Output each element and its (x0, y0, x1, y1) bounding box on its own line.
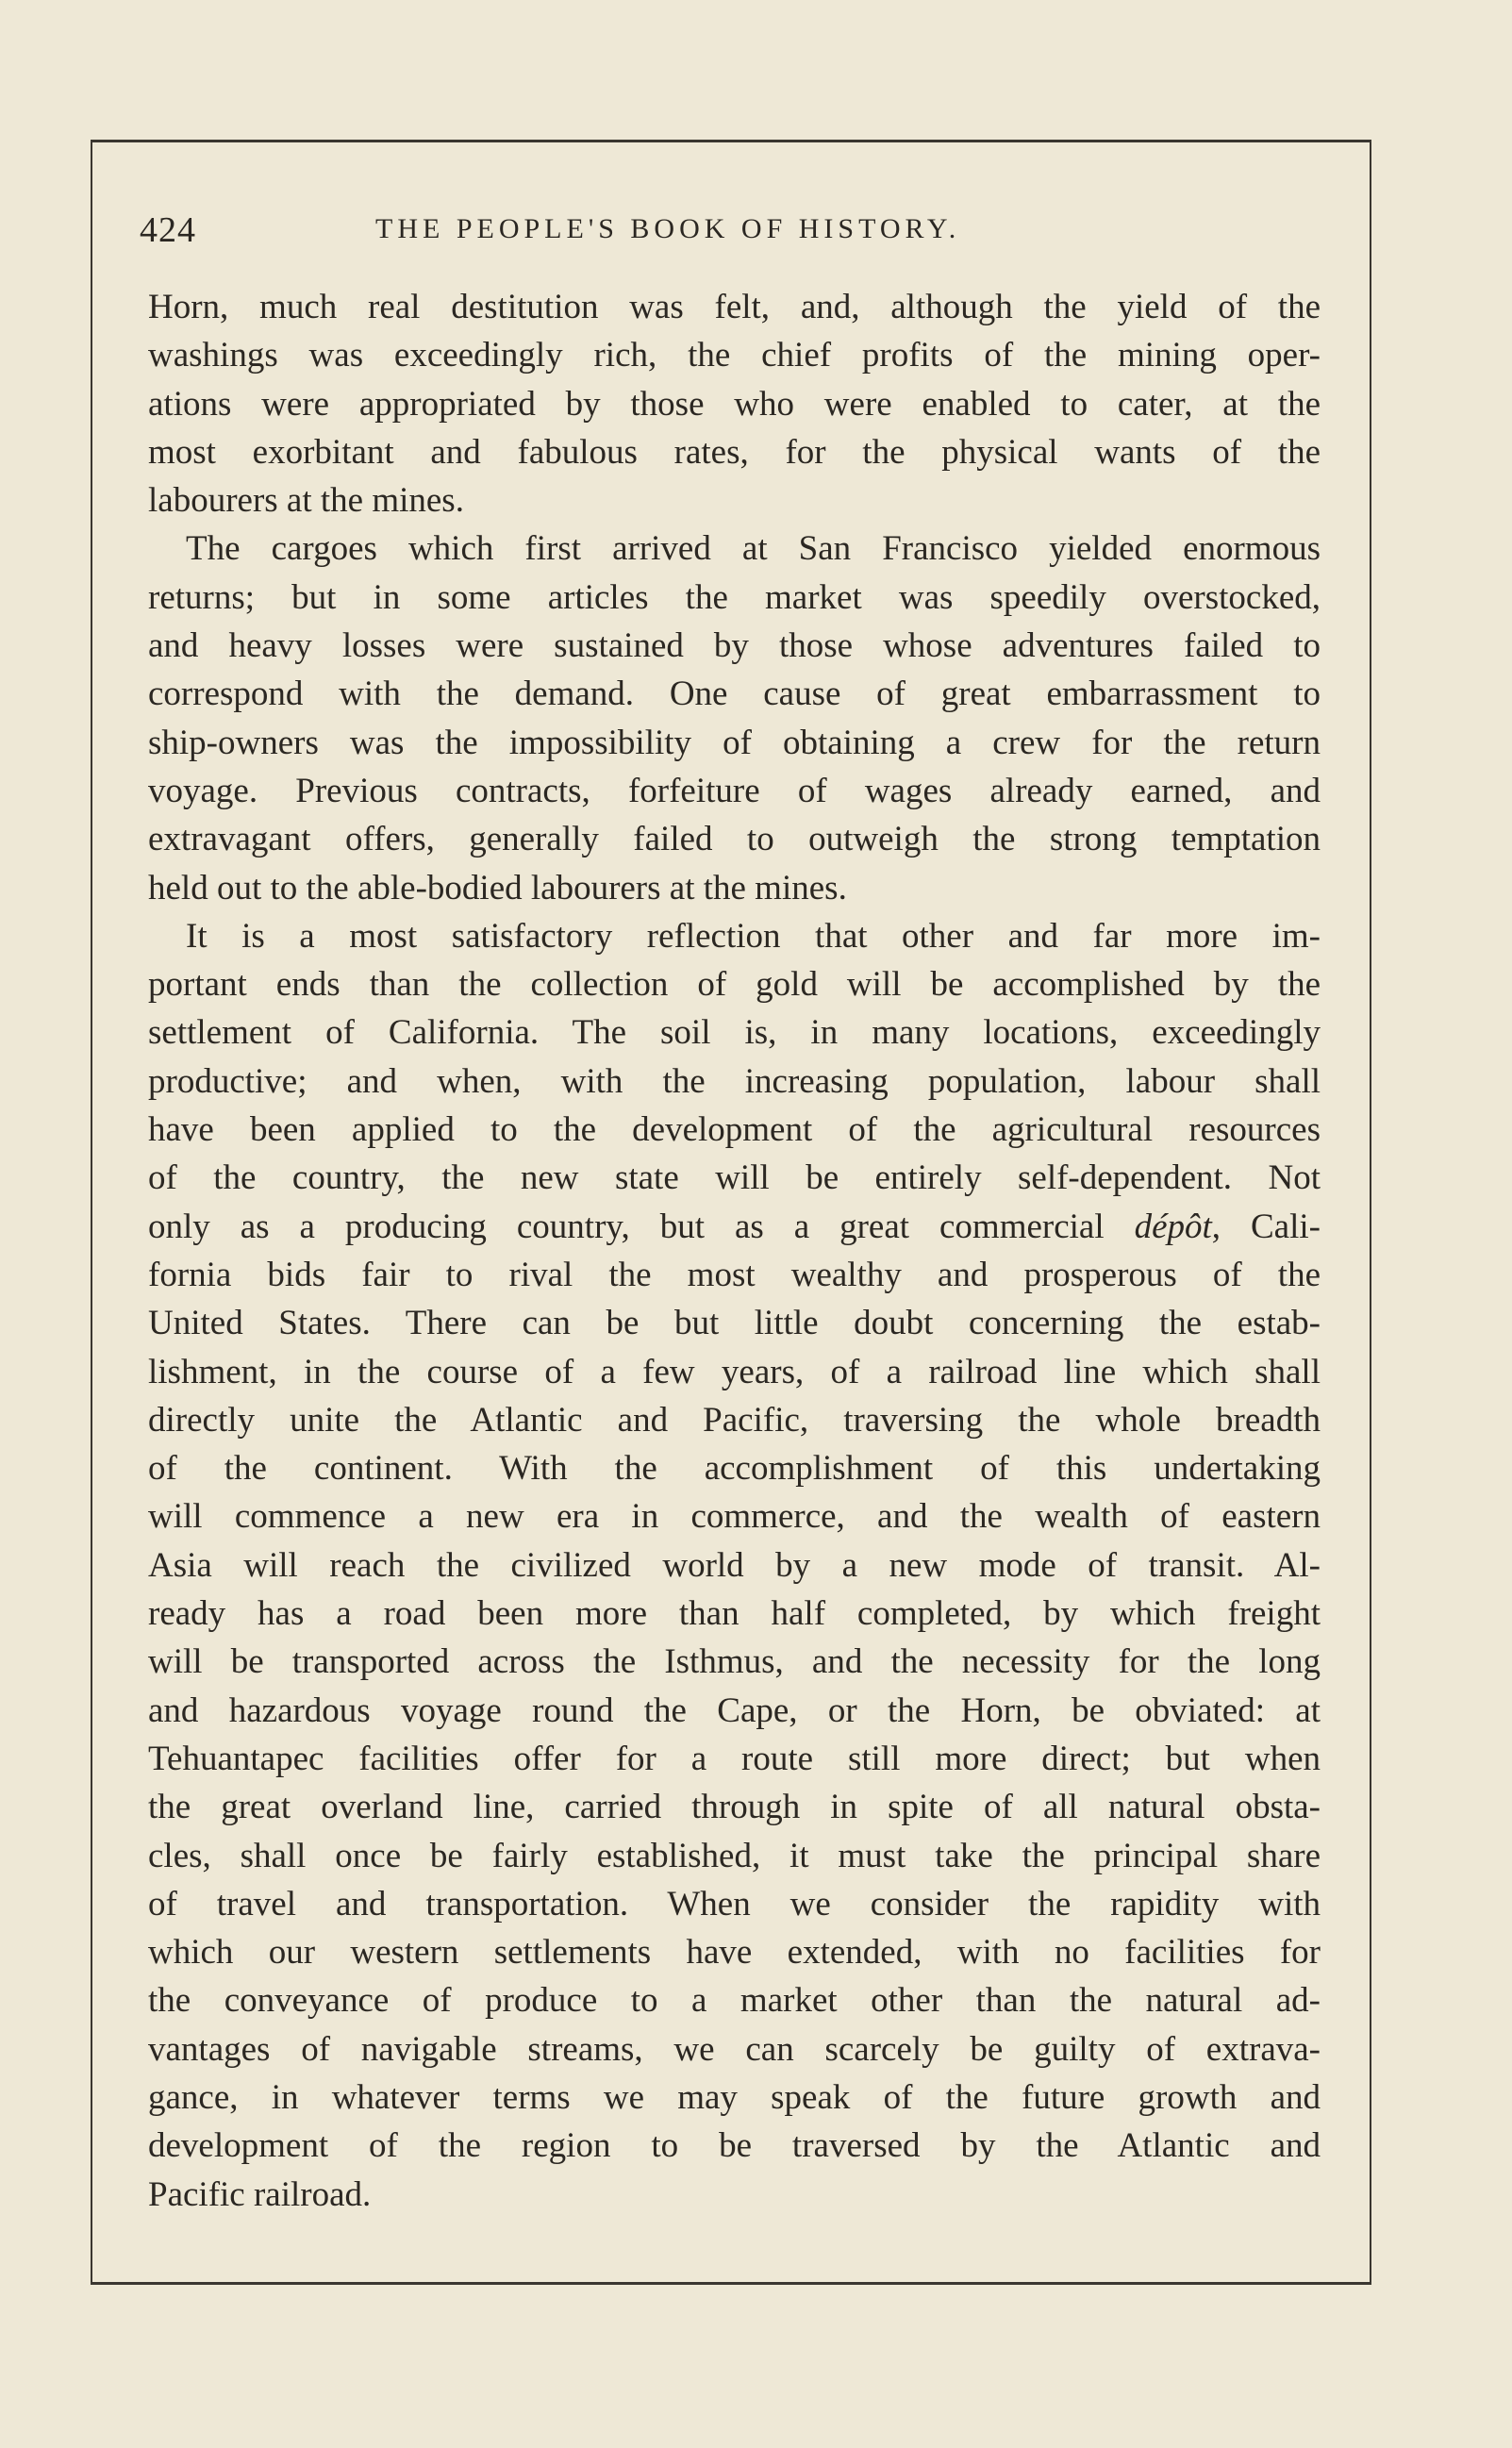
text-line: productive; and when, with the increasing population, labour shall (148, 1061, 1321, 1101)
text-line: washings was exceedingly rich, the chief profits of the mining oper- (148, 336, 1321, 375)
text-line: correspond with the demand. One cause of great embarrassment to (148, 674, 1321, 714)
text-line: Horn, much real destitution was felt, and, although the yield of the (148, 288, 1321, 326)
text-line: and hazardous voyage round the Cape, or the Horn, be obviated: at (148, 1690, 1321, 1730)
text-line: which our western settlements have extended, with no facilities for (148, 1933, 1321, 1973)
text-line: gance, in whatever terms we may speak of the future growth and (148, 2077, 1321, 2117)
text-line: will commence a new era in commerce, and the wealth of eastern (148, 1497, 1321, 1537)
text-line: portant ends than the collection of gold will be accomplished by the (148, 965, 1321, 1005)
text-segment: , Cali- (1211, 1207, 1321, 1246)
page-number: 424 (140, 210, 196, 250)
text-line: Tehuantapec facilities offer for a route still more direct; but when (148, 1739, 1321, 1778)
text-line: of travel and transportation. When we consider the rapidity with (148, 1884, 1321, 1923)
text-line: United States. There can be but little doubt concerning the estab- (148, 1304, 1321, 1343)
text-line: will be transported across the Isthmus, and the necessity for the long (148, 1642, 1321, 1682)
text-line: have been applied to the development of the agricultural resources (148, 1110, 1321, 1150)
text-line: ship-owners was the impossibility of obtaining a crew for the return (148, 723, 1321, 762)
text-line: most exorbitant and fabulous rates, for the physical wants of the (148, 432, 1321, 472)
text-line: development of the region to be traversed by the Atlantic and (148, 2126, 1321, 2166)
text-line: extravagant offers, generally failed to outweigh the strong temptation (148, 820, 1321, 859)
text-line: ations were appropriated by those who were enabled to cater, at the (148, 384, 1321, 424)
text-line: labourers at the mines. (148, 481, 464, 521)
running-title: THE PEOPLE'S BOOK OF HISTORY. (375, 213, 961, 244)
text-line: directly unite the Atlantic and Pacific, traversing the whole breadth (148, 1400, 1321, 1440)
text-line: and heavy losses were sustained by those whose adventures failed to (148, 626, 1321, 666)
text-line: the conveyance of produce to a market other than the natural ad- (148, 1981, 1321, 2021)
text-line: It is a most satisfactory reflection that other and far more im- (186, 916, 1321, 956)
text-line: held out to the able-bodied labourers at the mines. (148, 868, 847, 908)
text-line: cles, shall once be fairly established, it must take the principal share (148, 1836, 1321, 1875)
text-line (148, 1203, 1321, 1251)
italic-word: dépôt (1134, 1207, 1212, 1246)
text-line: returns; but in some articles the market was speedily overstocked, (148, 577, 1321, 617)
body-text (148, 283, 1321, 2219)
running-header (140, 209, 1319, 251)
text-line: the great overland line, carried through in spite of all natural obsta- (148, 1788, 1321, 1827)
text-line: Asia will reach the civilized world by a new mode of transit. Al- (148, 1545, 1321, 1585)
text-line: Pacific railroad. (148, 2174, 372, 2214)
text-line: vantages of navigable streams, we can scarcely be guilty of extrava- (148, 2029, 1321, 2069)
text-line: settlement of California. The soil is, in many locations, exceedingly (148, 1013, 1321, 1053)
text-line: of the continent. With the accomplishment of this undertaking (148, 1449, 1321, 1489)
text-line: voyage. Previous contracts, forfeiture of wages already earned, and (148, 771, 1321, 810)
text-segment: only as a producing country, but as a great commercial (148, 1207, 1135, 1246)
text-line: The cargoes which first arrived at San Francisco yielded enormous (186, 529, 1321, 569)
text-line: ready has a road been more than half completed, by which freight (148, 1594, 1321, 1634)
text-line: of the country, the new state will be entirely self-dependent. Not (148, 1158, 1321, 1198)
text-line: lishment, in the course of a few years, of a railroad line which shall (148, 1352, 1321, 1391)
text-line: fornia bids fair to rival the most wealthy and prosperous of the (148, 1255, 1321, 1294)
